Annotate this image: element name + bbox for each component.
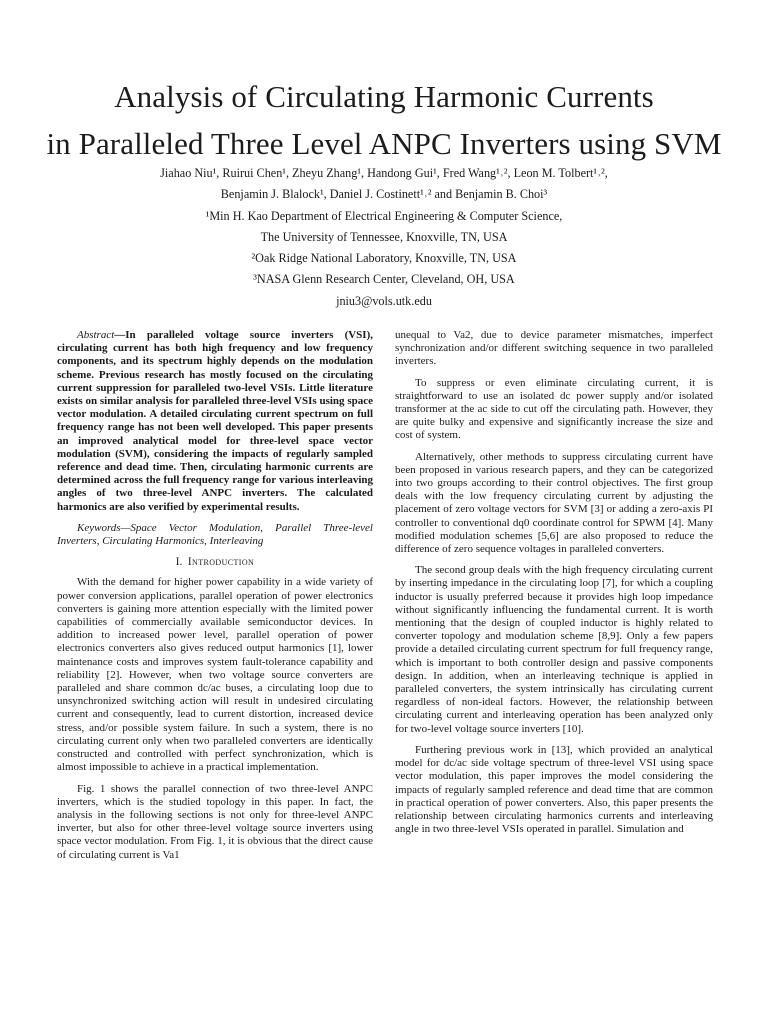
left-column: [57, 329, 373, 870]
abstract-text: —In paralleled voltage source inverters (VSI), circulating current has both high frequency and low frequency components, and its spectrum highly depends on the modulation scheme. Previous research has mostly focused on the circulating current suppression for paralleled two-level VSIs. Little literature exists on similar analysis for paralleled three-level VSIs using space vector modulation. A detailed circulating current spectrum on full frequency range has not been well developed. This paper presents an improved analytical model for three-level space vector modulation (SVM), considering the impacts of regularly sampled reference and dead time. Then, circulating harmonic currents are determined across the full frequency range for various interleaving angles of two three-level ANPC inverters. The calculated harmonics are also verified by experimental results.: [57, 329, 373, 513]
authors-line-2: Benjamin J. Blalock¹, Daniel J. Costinett¹˒² and Benjamin B. Choi³: [220, 187, 548, 202]
section-number: I.: [175, 556, 183, 569]
affiliation-1a: ¹Min H. Kao Department of Electrical Engineering & Computer Science,: [205, 208, 563, 223]
right-paragraph-3: The second group deals with the high frequency circulating current by inserting impedance in the circulating loop [7], for which a coupling inductor is usually preferred because it provides high loop impedance without significantly influencing the fundamental current. It is worth mentioning that the design of coupled inductor is highly related to converter topology and modulation scheme [8,9]. Only a few papers provide a detailed circulating current spectrum for full frequency range, which is important to both controller design and passive components design. In addition, when an interleaving technique is applied in paralleled converters, the system intrinsically has circulating current regardless of non-ideal factors. However, the relationship between circulating current and interleaving operation has been analyzed only for two-level voltage source inverters [10].: [395, 564, 713, 735]
keywords: [57, 522, 373, 548]
right-column: [395, 329, 713, 844]
affiliation-2: ²Oak Ridge National Laboratory, Knoxville, TN, USA: [251, 251, 517, 266]
keywords-text: —Space Vector Modulation, Parallel Three-level Inverters, Circulating Harmonics, Interleaving: [57, 521, 373, 548]
paper-title-line-2: in Paralleled Three Level ANPC Inverters using SVM: [46, 126, 722, 161]
keywords-label: Keywords: [77, 521, 121, 534]
author-email: jniu3@vols.utk.edu: [336, 293, 432, 308]
abstract-label: Abstract: [77, 329, 115, 341]
affiliation-3: ³NASA Glenn Research Center, Cleveland, OH, USA: [253, 272, 515, 287]
intro-paragraph-2: Fig. 1 shows the parallel connection of two three-level ANPC inverters, which is the studied topology in this paper. In fact, the analysis in the following sections is not only for three-level ANPC inverter, but also for other three-level voltage source inverters using space vector modulation. From Fig. 1, it is obvious that the direct cause of circulating current is Va1: [57, 782, 373, 861]
intro-paragraph-1: With the demand for higher power capability in a wide variety of power conversion applications, parallel operation of power electronics converters is gaining more attention especially with the limited power capabilities of commercially available semiconductor devices. In addition to increased power level, parallel operation of power electronics converters also gives reduced output harmonics [1], lower maintenance costs and improves system fault-tolerance capability and reliability [2]. However, when two voltage source converters are paralleled and share common dc/ac buses, a circulating loop due to unsynchronized switching action will result in undesired circulating current and consequently, lead to current distortion, increased device stress, and/or possible system failure. In such a system, there is no circulating current only when two paralleled converters are identically constructed and controlled with perfect synchronization, which is almost impossible to achieve in a practical implementation.: [57, 576, 373, 774]
author-block: [0, 163, 768, 312]
affiliation-1b: The University of Tennessee, Knoxville, TN, USA: [260, 229, 508, 244]
section-title: Introduction: [187, 556, 255, 569]
right-paragraph-1: To suppress or even eliminate circulating current, it is straightforward to use an isolated dc power supply and/or isolated transformer at the ac side to cut off the circulating path. However, they are quite bulky and expensive and significantly increase the size and cost of system.: [395, 376, 713, 442]
right-paragraph-2: Alternatively, other methods to suppress circulating current have been proposed in various research papers, and they can be categorized into two groups according to their control objectives. The first group deals with the low frequency circulating current by adjusting the placement of zero voltage vectors for SVM [3] or adding a zero-axis PI controller to conventional dq0 coordinate control for SPWM [4]. Many modified modulation schemes [5,6] are also proposed to reduce the difference of zero sequence voltages in paralleled converters.: [395, 450, 713, 556]
authors-line-1: Jiahao Niu¹, Ruirui Chen¹, Zheyu Zhang¹, Handong Gui¹, Fred Wang¹˒², Leon M. Tolbert¹˒²,: [160, 166, 608, 180]
paper-title-line-1: Analysis of Circulating Harmonic Currents: [114, 79, 654, 114]
section-heading: [57, 556, 373, 569]
right-paragraph-0: unequal to Va2, due to device parameter mismatches, imperfect synchronization and/or different switching sequence in two paralleled inverters.: [395, 329, 713, 368]
abstract: [57, 329, 373, 514]
right-paragraph-4: Furthering previous work in [13], which provided an analytical model for dc/ac side voltage spectrum of three-level VSI using space vector modulation, this paper improves the model considering the impacts of regularly sampled reference and dead time that are common in practical operation of power converters. Also, this paper presents the relationship between circulating harmonics currents and interleaving angle in two three-level VSIs operated in parallel. Simulation and: [395, 743, 713, 836]
